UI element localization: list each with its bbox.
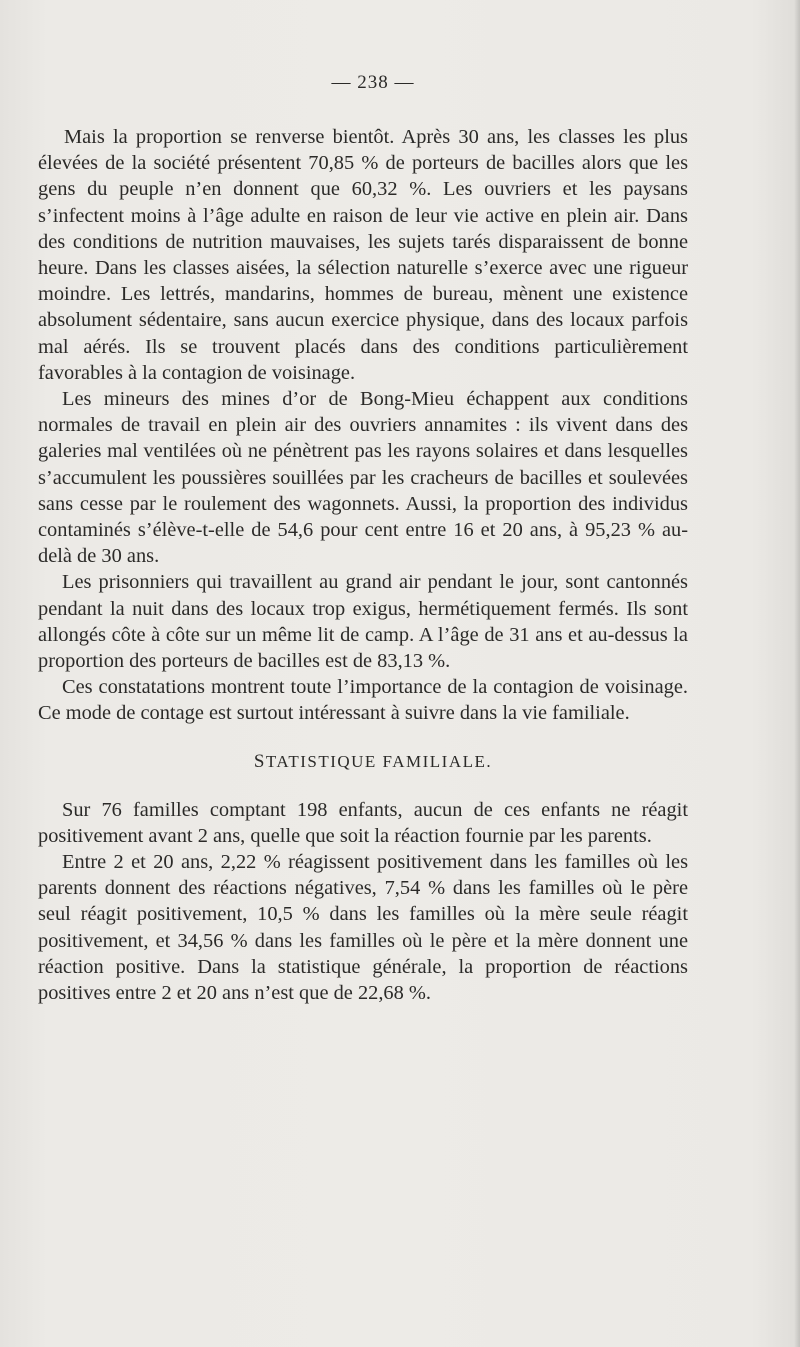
paragraph-prisoners: Les prisonniers qui travaillent au grand air pendant le jour, sont cantonnés pendant la nuit dans des locaux trop exigus, hermétiquement fermés. Ils sont allongés côte à côte sur un même lit de camp. A l’âge de 31 ans et au-dessus la proportion des porteurs de bacilles est de 83,13 %. — [38, 571, 688, 673]
section-heading — [38, 749, 688, 775]
section-heading-initial: S — [253, 750, 266, 772]
paragraph-contagion-conclusion: Ces constatations montrent toute l’importance de la contagion de voisinage. Ce mode de contage est surtout intéressant à suivre dans la vie familiale. — [38, 676, 688, 725]
paragraph-miners: Les mineurs des mines d’or de Bong-Mieu échappent aux conditions normales de travail en plein air des ouvriers annamites : ils vivent dans des galeries mal ventilées où ne pénètrent pas les rayons solaires et dans lesquelles s’accumulent les poussières souillées par les cracheurs de bacilles et soulevées sans cesse par le roulement des wagonnets. Aussi, la proportion des individus contaminés s’élève-t-elle de 54,6 pour cent entre 16 et 20 ans, à 95,23 % au-delà de 30 ans. — [38, 388, 688, 568]
section-heading-rest: TATISTIQUE FAMILIALE. — [265, 751, 493, 771]
page-text-block — [38, 70, 688, 1006]
paragraph-class-proportion: Mais la proportion se renverse bientôt. Après 30 ans, les classes les plus élevées de la société présentent 70,85 % de porteurs de bacilles alors que les gens du peuple n’en donnent que 60,32 %. Les ouvriers et les paysans s’infectent moins à l’âge adulte en raison de leur vie active en plein air. Dans des conditions de nutrition mauvaises, les sujets tarés disparaissent de bonne heure. Dans les classes aisées, la sélection naturelle s’exerce avec une rigueur moindre. Les lettrés, mandarins, hommes de bureau, mènent une existence absolument sédentaire, sans aucun exercice physique, dans des locaux parfois mal aérés. Ils se trouvent placés dans des conditions particulièrement favorables à la contagion de voisinage. — [38, 126, 688, 384]
page-number: — 238 — — [331, 72, 415, 93]
paragraph-families-count: Sur 76 familles comptant 198 enfants, aucun de ces enfants ne réagit positivement avant 2 ans, quelle que soit la réaction fournie par les parents. — [38, 798, 688, 847]
page-edge-shadow — [794, 0, 800, 1347]
paragraph-families-percentages: Entre 2 et 20 ans, 2,22 % réagissent positivement dans les familles où les parents donnent des réactions négatives, 7,54 % dans les familles où le père seul réagit positivement, 10,5 % dans les familles où la mère seule réagit positivement, et 34,56 % dans les familles où le père et la mère donnent une réaction positive. Dans la statistique générale, la proportion de réactions positives entre 2 et 20 ans n’est que de 22,68 %. — [38, 851, 688, 1005]
